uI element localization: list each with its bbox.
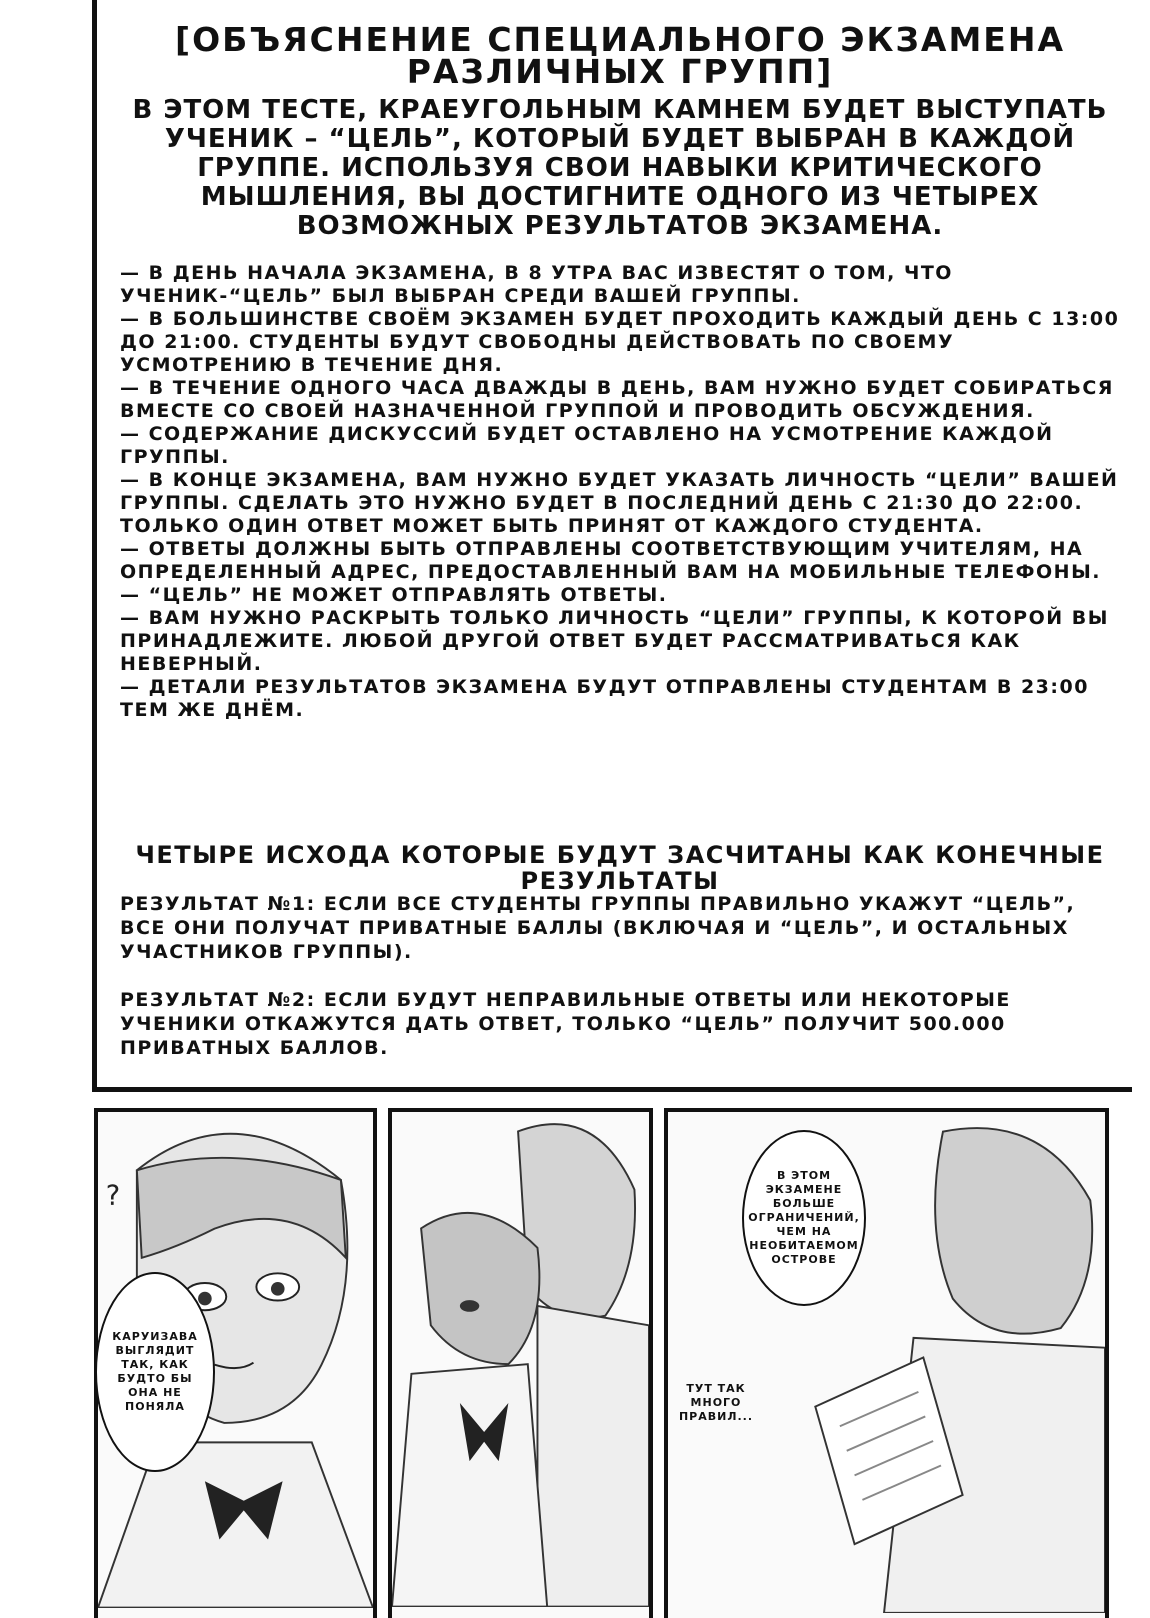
outcomes-heading: ЧЕТЫРЕ ИСХОДА КОТОРЫЕ БУДУТ ЗАСЧИТАНЫ КАК КОНЕЧНЫЕ РЕЗУЛЬТАТЫ [135,841,1105,895]
rule-item: — В БОЛЬШИНСТВЕ СВОЁМ ЭКЗАМЕН БУДЕТ ПРОХОДИТЬ КАЖДЫЙ ДЕНЬ С 13:00 ДО 21:00. СТУДЕНТЫ БУДУТ СВОБОДНЫ ДЕЙСТВОВАТЬ ПО СВОЕМУ УСМОТРЕНИЮ В ТЕЧЕНИЕ ДНЯ. [120,308,1120,376]
svg-text:?: ? [105,1180,121,1212]
rule-item: — ДЕТАЛИ РЕЗУЛЬТАТОВ ЭКЗАМЕНА БУДУТ ОТПРАВЛЕНЫ СТУДЕНТАМ В 23:00 ТЕМ ЖЕ ДНЁМ. [120,676,1089,721]
rule-item: — ОТВЕТЫ ДОЛЖНЫ БЫТЬ ОТПРАВЛЕНЫ СООТВЕТСТВУЮЩИМ УЧИТЕЛЯМ, НА ОПРЕДЕЛЕННЫЙ АДРЕС, ПРЕДОСТАВЛЕННЫЙ ВАМ НА МОБИЛЬНЫЕ ТЕЛЕФОНЫ. [120,538,1101,583]
comic-panel-middle [388,1108,653,1618]
rule-item: — В ТЕЧЕНИЕ ОДНОГО ЧАСА ДВАЖДЫ В ДЕНЬ, ВАМ НУЖНО БУДЕТ СОБИРАТЬСЯ ВМЕСТЕ СО СВОЕЙ НАЗНАЧЕННОЙ ГРУППОЙ И ПРОВОДИТЬ ОБСУЖДЕНИЯ. [120,377,1114,422]
result-2-text: РЕЗУЛЬТАТ №2: ЕСЛИ БУДУТ НЕПРАВИЛЬНЫЕ ОТВЕТЫ ИЛИ НЕКОТОРЫЕ УЧЕНИКИ ОТКАЖУТСЯ ДАТЬ ОТВЕТ, ТОЛЬКО “ЦЕЛЬ” ПОЛУЧИТ 500.000 ПРИВАТНЫХ БАЛЛОВ. [120,989,1011,1059]
page-title: [ОБЪЯСНЕНИЕ СПЕЦИАЛЬНОГО ЭКЗАМЕНА РАЗЛИЧНЫХ ГРУПП] [174,20,1066,91]
rule-item: — “ЦЕЛЬ” НЕ МОЖЕТ ОТПРАВЛЯТЬ ОТВЕТЫ. [120,584,668,606]
result-1-text: РЕЗУЛЬТАТ №1: ЕСЛИ ВСЕ СТУДЕНТЫ ГРУППЫ ПРАВИЛЬНО УКАЖУТ “ЦЕЛЬ”, ВСЕ ОНИ ПОЛУЧАТ ПРИВАТНЫЕ БАЛЛЫ (ВКЛЮЧАЯ И “ЦЕЛЬ”, И ОСТАЛЬНЫХ УЧАСТНИКОВ ГРУППЫ). [120,893,1076,963]
rule-item: — В КОНЦЕ ЭКЗАМЕНА, ВАМ НУЖНО БУДЕТ УКАЗАТЬ ЛИЧНОСТЬ “ЦЕЛИ” ВАШЕЙ ГРУППЫ. СДЕЛАТЬ ЭТО НУЖНО БУДЕТ В ПОСЛЕДНИЙ ДЕНЬ С 21:30 ДО 22:00. ТОЛЬКО ОДИН ОТВЕТ МОЖЕТ БЫТЬ ПРИНЯТ ОТ КАЖДОГО СТУДЕНТА. [120,469,1119,537]
speech-bubble-many-rules: ТУТ ТАК МНОГО ПРАВИЛ... [678,1382,754,1423]
rule-item: — В ДЕНЬ НАЧАЛА ЭКЗАМЕНА, В 8 УТРА ВАС ИЗВЕСТЯТ О ТОМ, ЧТО УЧЕНИК-“ЦЕЛЬ” БЫЛ ВЫБРАН СРЕДИ ВАШЕЙ ГРУППЫ. [120,262,953,307]
rules-list [120,262,1120,722]
rule-item: — СОДЕРЖАНИЕ ДИСКУССИЙ БУДЕТ ОСТАВЛЕНО НА УСМОТРЕНИЕ КАЖДОЙ ГРУППЫ. [120,423,1054,468]
rule-item: — ВАМ НУЖНО РАСКРЫТЬ ТОЛЬКО ЛИЧНОСТЬ “ЦЕЛИ” ГРУППЫ, К КОТОРОЙ ВЫ ПРИНАДЛЕЖИТЕ. ЛЮБОЙ ДРУГОЙ ОТВЕТ БУДЕТ РАССМАТРИВАТЬСЯ КАК НЕВЕРНЫЙ. [120,607,1109,675]
speech-bubble-karuizawa: КАРУИЗАВА ВЫГЛЯДИТ ТАК, КАК БУДТО БЫ ОНА НЕ ПОНЯЛА [95,1272,215,1472]
students-illustration [392,1112,649,1607]
intro-paragraph: В ЭТОМ ТЕСТЕ, КРАЕУГОЛЬНЫМ КАМНЕМ БУДЕТ ВЫСТУПАТЬ УЧЕНИК – “ЦЕЛЬ”, КОТОРЫЙ БУДЕТ ВЫБРАН В КАЖДОЙ ГРУППЕ. ИСПОЛЬЗУЯ СВОИ НАВЫКИ КРИТИЧЕСКОГО МЫШЛЕНИЯ, ВЫ ДОСТИГНИТЕ ОДНОГО ИЗ ЧЕТЫРЕХ ВОЗМОЖНЫХ РЕЗУЛЬТАТОВ ЭКЗАМЕНА. [132,95,1108,241]
speech-bubble-restrictions: В ЭТОМ ЭКЗАМЕНЕ БОЛЬШЕ ОГРАНИЧЕНИЙ, ЧЕМ НА НЕОБИТАЕМОМ ОСТРОВЕ [742,1130,866,1306]
